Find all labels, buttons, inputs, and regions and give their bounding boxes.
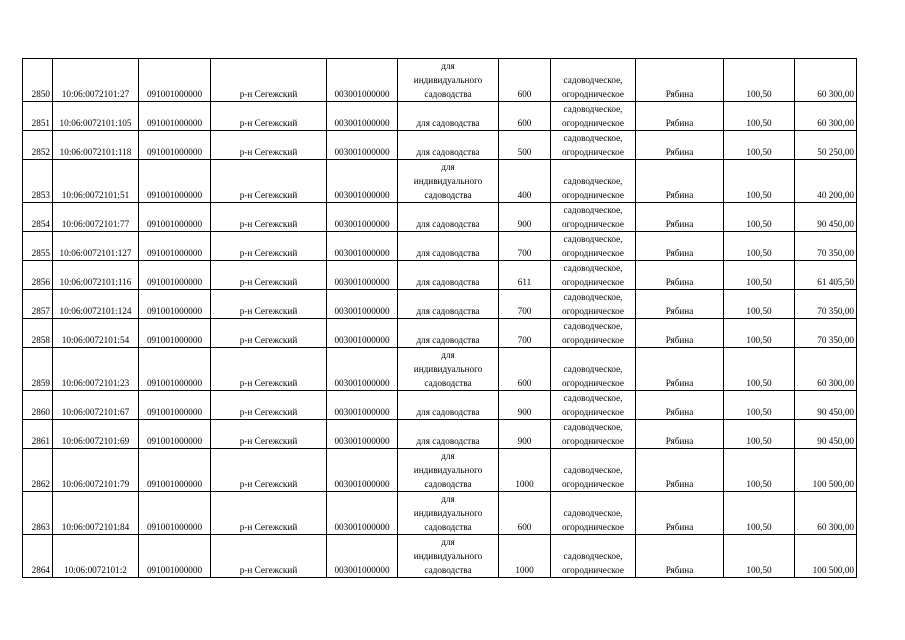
permitted-use-line: для садоводства [416, 277, 480, 287]
oktmo-code-cell: 091001000000 [139, 391, 211, 420]
category-cell [551, 203, 636, 232]
permitted-use-line: для [441, 537, 455, 547]
category-line: огородническое [562, 479, 624, 489]
category-cell [551, 102, 636, 131]
table-row [23, 203, 857, 232]
specific-value-cell: 100,50 [724, 102, 795, 131]
category-cell [551, 160, 636, 203]
category-line: садоводческое, [563, 176, 623, 186]
area-cell: 600 [499, 59, 551, 102]
permitted-use-line: для [441, 494, 455, 504]
area-cell: 600 [499, 102, 551, 131]
area-cell: 1000 [499, 449, 551, 492]
settlement-cell: Рябина [636, 535, 724, 578]
permitted-use-cell [398, 391, 499, 420]
category-cell [551, 449, 636, 492]
district-cell: р-н Сегежский [211, 232, 327, 261]
specific-value-cell: 100,50 [724, 420, 795, 449]
district-cell: р-н Сегежский [211, 261, 327, 290]
category-line: садоводческое, [563, 234, 623, 244]
row-number-cell: 2852 [23, 131, 53, 160]
oktmo-code-cell: 091001000000 [139, 131, 211, 160]
district-cell: р-н Сегежский [211, 492, 327, 535]
settlement-cell: Рябина [636, 131, 724, 160]
permitted-use-line: индивидуального [413, 551, 483, 561]
oktmo-code-cell: 091001000000 [139, 319, 211, 348]
oktmo-code-cell: 091001000000 [139, 348, 211, 391]
row-number-cell: 2861 [23, 420, 53, 449]
cadastral-value-cell: 90 450,00 [795, 203, 857, 232]
cadastral-value-cell: 100 500,00 [795, 449, 857, 492]
zone-code-cell: 003001000000 [327, 449, 398, 492]
area-cell: 600 [499, 348, 551, 391]
zone-code-cell: 003001000000 [327, 102, 398, 131]
category-line: садоводческое, [563, 292, 623, 302]
cadastral-number-cell: 10:06:0072101:69 [53, 420, 139, 449]
settlement-cell: Рябина [636, 290, 724, 319]
table-row [23, 261, 857, 290]
settlement-cell: Рябина [636, 261, 724, 290]
row-number-cell: 2864 [23, 535, 53, 578]
row-number-cell: 2857 [23, 290, 53, 319]
area-cell: 900 [499, 391, 551, 420]
permitted-use-cell [398, 59, 499, 102]
category-cell [551, 420, 636, 449]
permitted-use-line: для садоводства [416, 118, 480, 128]
permitted-use-line: для [441, 451, 455, 461]
category-line: садоводческое, [563, 465, 623, 475]
settlement-cell: Рябина [636, 492, 724, 535]
permitted-use-cell [398, 492, 499, 535]
permitted-use-cell [398, 203, 499, 232]
cadastral-value-cell: 60 300,00 [795, 492, 857, 535]
category-line: огородническое [562, 219, 624, 229]
settlement-cell: Рябина [636, 319, 724, 348]
table-row [23, 319, 857, 348]
permitted-use-cell [398, 102, 499, 131]
district-cell: р-н Сегежский [211, 203, 327, 232]
category-line: садоводческое, [563, 321, 623, 331]
category-line: садоводческое, [563, 393, 623, 403]
specific-value-cell: 100,50 [724, 232, 795, 261]
category-cell [551, 348, 636, 391]
row-number-cell: 2859 [23, 348, 53, 391]
specific-value-cell: 100,50 [724, 261, 795, 290]
specific-value-cell: 100,50 [724, 203, 795, 232]
category-line: огородническое [562, 335, 624, 345]
zone-code-cell: 003001000000 [327, 59, 398, 102]
table-row [23, 59, 857, 102]
district-cell: р-н Сегежский [211, 348, 327, 391]
settlement-cell: Рябина [636, 102, 724, 131]
cadastral-number-cell: 10:06:0072101:23 [53, 348, 139, 391]
table-row [23, 420, 857, 449]
zone-code-cell: 003001000000 [327, 348, 398, 391]
cadastral-value-cell: 60 300,00 [795, 102, 857, 131]
cadastral-number-cell: 10:06:0072101:54 [53, 319, 139, 348]
cadastral-value-cell: 50 250,00 [795, 131, 857, 160]
category-line: садоводческое, [563, 75, 623, 85]
table-row [23, 232, 857, 261]
permitted-use-line: для садоводства [416, 335, 480, 345]
permitted-use-line: индивидуального [413, 176, 483, 186]
area-cell: 700 [499, 232, 551, 261]
cadastral-number-cell: 10:06:0072101:79 [53, 449, 139, 492]
area-cell: 600 [499, 492, 551, 535]
specific-value-cell: 100,50 [724, 449, 795, 492]
district-cell: р-н Сегежский [211, 59, 327, 102]
category-line: огородническое [562, 190, 624, 200]
cadastral-number-cell: 10:06:0072101:2 [53, 535, 139, 578]
zone-code-cell: 003001000000 [327, 232, 398, 261]
table-row [23, 492, 857, 535]
cadastral-value-cell: 60 300,00 [795, 59, 857, 102]
permitted-use-line: садоводства [424, 522, 472, 532]
area-cell: 400 [499, 160, 551, 203]
specific-value-cell: 100,50 [724, 290, 795, 319]
settlement-cell: Рябина [636, 160, 724, 203]
district-cell: р-н Сегежский [211, 391, 327, 420]
table-row [23, 131, 857, 160]
permitted-use-cell [398, 290, 499, 319]
cadastral-number-cell: 10:06:0072101:127 [53, 232, 139, 261]
permitted-use-line: для садоводства [416, 436, 480, 446]
cadastral-value-cell: 90 450,00 [795, 420, 857, 449]
row-number-cell: 2858 [23, 319, 53, 348]
zone-code-cell: 003001000000 [327, 160, 398, 203]
oktmo-code-cell: 091001000000 [139, 160, 211, 203]
zone-code-cell: 003001000000 [327, 492, 398, 535]
specific-value-cell: 100,50 [724, 59, 795, 102]
specific-value-cell: 100,50 [724, 391, 795, 420]
oktmo-code-cell: 091001000000 [139, 102, 211, 131]
cadastral-number-cell: 10:06:0072101:116 [53, 261, 139, 290]
oktmo-code-cell: 091001000000 [139, 203, 211, 232]
settlement-cell: Рябина [636, 420, 724, 449]
category-line: огородническое [562, 378, 624, 388]
cadastral-number-cell: 10:06:0072101:124 [53, 290, 139, 319]
cadastral-number-cell: 10:06:0072101:105 [53, 102, 139, 131]
zone-code-cell: 003001000000 [327, 535, 398, 578]
district-cell: р-н Сегежский [211, 449, 327, 492]
cadastral-value-table [22, 58, 857, 578]
permitted-use-cell [398, 420, 499, 449]
zone-code-cell: 003001000000 [327, 319, 398, 348]
table-row [23, 391, 857, 420]
permitted-use-line: для садоводства [416, 248, 480, 258]
table-row [23, 290, 857, 319]
table-row [23, 535, 857, 578]
permitted-use-line: для садоводства [416, 219, 480, 229]
settlement-cell: Рябина [636, 59, 724, 102]
oktmo-code-cell: 091001000000 [139, 59, 211, 102]
cadastral-number-cell: 10:06:0072101:67 [53, 391, 139, 420]
row-number-cell: 2851 [23, 102, 53, 131]
district-cell: р-н Сегежский [211, 160, 327, 203]
category-line: огородническое [562, 277, 624, 287]
table-row [23, 348, 857, 391]
category-line: огородническое [562, 565, 624, 575]
category-cell [551, 232, 636, 261]
cadastral-value-cell: 40 200,00 [795, 160, 857, 203]
permitted-use-line: для садоводства [416, 147, 480, 157]
row-number-cell: 2850 [23, 59, 53, 102]
category-cell [551, 261, 636, 290]
zone-code-cell: 003001000000 [327, 203, 398, 232]
category-line: огородническое [562, 147, 624, 157]
permitted-use-line: садоводства [424, 565, 472, 575]
area-cell: 700 [499, 290, 551, 319]
specific-value-cell: 100,50 [724, 348, 795, 391]
permitted-use-cell [398, 232, 499, 261]
oktmo-code-cell: 091001000000 [139, 492, 211, 535]
permitted-use-cell [398, 131, 499, 160]
settlement-cell: Рябина [636, 348, 724, 391]
permitted-use-line: садоводства [424, 378, 472, 388]
zone-code-cell: 003001000000 [327, 290, 398, 319]
table-row [23, 160, 857, 203]
district-cell: р-н Сегежский [211, 290, 327, 319]
row-number-cell: 2862 [23, 449, 53, 492]
permitted-use-cell [398, 319, 499, 348]
category-line: огородническое [562, 118, 624, 128]
category-line: огородническое [562, 306, 624, 316]
oktmo-code-cell: 091001000000 [139, 290, 211, 319]
category-line: огородническое [562, 89, 624, 99]
cadastral-value-cell: 70 350,00 [795, 319, 857, 348]
row-number-cell: 2863 [23, 492, 53, 535]
category-line: огородническое [562, 407, 624, 417]
category-cell [551, 492, 636, 535]
category-cell [551, 131, 636, 160]
zone-code-cell: 003001000000 [327, 391, 398, 420]
specific-value-cell: 100,50 [724, 319, 795, 348]
permitted-use-line: для [441, 350, 455, 360]
cadastral-value-cell: 70 350,00 [795, 290, 857, 319]
permitted-use-line: садоводства [424, 479, 472, 489]
category-line: садоводческое, [563, 551, 623, 561]
permitted-use-cell [398, 160, 499, 203]
category-line: садоводческое, [563, 104, 623, 114]
area-cell: 900 [499, 203, 551, 232]
cadastral-value-cell: 100 500,00 [795, 535, 857, 578]
permitted-use-line: садоводства [424, 89, 472, 99]
area-cell: 1000 [499, 535, 551, 578]
category-line: садоводческое, [563, 364, 623, 374]
category-cell [551, 535, 636, 578]
permitted-use-line: для садоводства [416, 306, 480, 316]
settlement-cell: Рябина [636, 203, 724, 232]
category-line: садоводческое, [563, 205, 623, 215]
permitted-use-line: для [441, 162, 455, 172]
area-cell: 900 [499, 420, 551, 449]
permitted-use-cell [398, 261, 499, 290]
row-number-cell: 2853 [23, 160, 53, 203]
district-cell: р-н Сегежский [211, 535, 327, 578]
category-cell [551, 290, 636, 319]
oktmo-code-cell: 091001000000 [139, 535, 211, 578]
row-number-cell: 2854 [23, 203, 53, 232]
permitted-use-cell [398, 449, 499, 492]
category-line: садоводческое, [563, 133, 623, 143]
area-cell: 611 [499, 261, 551, 290]
cadastral-value-cell: 70 350,00 [795, 232, 857, 261]
permitted-use-line: для [441, 61, 455, 71]
category-line: огородническое [562, 436, 624, 446]
permitted-use-line: индивидуального [413, 75, 483, 85]
settlement-cell: Рябина [636, 232, 724, 261]
cadastral-value-cell: 60 300,00 [795, 348, 857, 391]
row-number-cell: 2855 [23, 232, 53, 261]
permitted-use-cell [398, 535, 499, 578]
table-row [23, 102, 857, 131]
area-cell: 700 [499, 319, 551, 348]
oktmo-code-cell: 091001000000 [139, 261, 211, 290]
cadastral-value-cell: 90 450,00 [795, 391, 857, 420]
category-cell [551, 319, 636, 348]
cadastral-number-cell: 10:06:0072101:77 [53, 203, 139, 232]
permitted-use-line: для садоводства [416, 407, 480, 417]
district-cell: р-н Сегежский [211, 102, 327, 131]
row-number-cell: 2856 [23, 261, 53, 290]
area-cell: 500 [499, 131, 551, 160]
specific-value-cell: 100,50 [724, 131, 795, 160]
district-cell: р-н Сегежский [211, 131, 327, 160]
cadastral-number-cell: 10:06:0072101:51 [53, 160, 139, 203]
permitted-use-line: индивидуального [413, 508, 483, 518]
table-body [23, 59, 857, 578]
specific-value-cell: 100,50 [724, 535, 795, 578]
permitted-use-line: индивидуального [413, 465, 483, 475]
permitted-use-cell [398, 348, 499, 391]
category-cell [551, 391, 636, 420]
category-line: садоводческое, [563, 263, 623, 273]
category-line: садоводческое, [563, 422, 623, 432]
cadastral-number-cell: 10:06:0072101:84 [53, 492, 139, 535]
oktmo-code-cell: 091001000000 [139, 420, 211, 449]
permitted-use-line: индивидуального [413, 364, 483, 374]
cadastral-number-cell: 10:06:0072101:118 [53, 131, 139, 160]
zone-code-cell: 003001000000 [327, 131, 398, 160]
zone-code-cell: 003001000000 [327, 261, 398, 290]
specific-value-cell: 100,50 [724, 160, 795, 203]
permitted-use-line: садоводства [424, 190, 472, 200]
category-line: садоводческое, [563, 508, 623, 518]
row-number-cell: 2860 [23, 391, 53, 420]
settlement-cell: Рябина [636, 449, 724, 492]
oktmo-code-cell: 091001000000 [139, 449, 211, 492]
category-line: огородническое [562, 522, 624, 532]
cadastral-number-cell: 10:06:0072101:27 [53, 59, 139, 102]
district-cell: р-н Сегежский [211, 420, 327, 449]
oktmo-code-cell: 091001000000 [139, 232, 211, 261]
district-cell: р-н Сегежский [211, 319, 327, 348]
table-row [23, 449, 857, 492]
cadastral-value-cell: 61 405,50 [795, 261, 857, 290]
settlement-cell: Рябина [636, 391, 724, 420]
category-line: огородническое [562, 248, 624, 258]
category-cell [551, 59, 636, 102]
zone-code-cell: 003001000000 [327, 420, 398, 449]
specific-value-cell: 100,50 [724, 492, 795, 535]
